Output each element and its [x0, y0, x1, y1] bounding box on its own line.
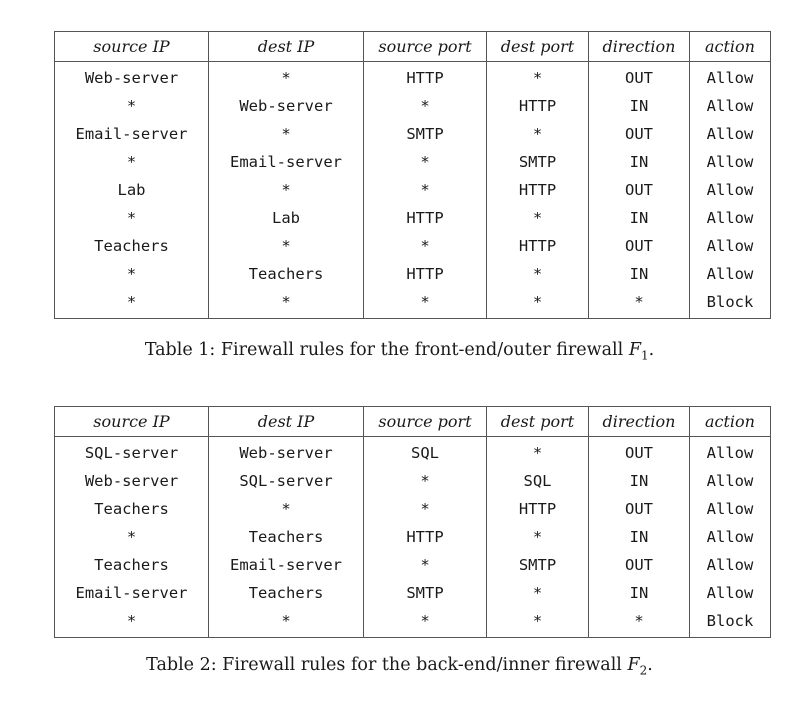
table-caption-1: [0, 340, 799, 363]
firewall-table-outer: [54, 31, 771, 319]
header-dest-port: dest port: [487, 407, 589, 437]
header-source-ip: source IP: [55, 407, 209, 437]
caption-text: Table 1: Firewall rules for the front-end/outer firewall: [144, 340, 629, 360]
dest-port-cell: SMTP: [487, 148, 589, 176]
rule-row: [55, 607, 771, 638]
rule-row: [55, 551, 771, 579]
source-port-cell: *: [364, 92, 487, 120]
caption-subscript: 2: [639, 663, 648, 678]
dest-ip-cell: Teachers: [209, 523, 364, 551]
header-action: action: [690, 32, 771, 62]
action-cell: Allow: [690, 551, 771, 579]
caption-subscript: 1: [640, 348, 649, 363]
dest-port-cell: *: [487, 120, 589, 148]
rule-row: [55, 62, 771, 93]
source-port-cell: SMTP: [364, 120, 487, 148]
dest-ip-cell: Lab: [209, 204, 364, 232]
dest-ip-cell: *: [209, 288, 364, 319]
table-body: [55, 62, 771, 319]
source-ip-cell: Teachers: [55, 495, 209, 523]
action-cell: Allow: [690, 204, 771, 232]
dest-port-cell: HTTP: [487, 232, 589, 260]
direction-cell: *: [589, 288, 690, 319]
dest-port-cell: SMTP: [487, 551, 589, 579]
caption-end: .: [648, 340, 655, 360]
table-header: [55, 407, 771, 437]
header-direction: direction: [589, 407, 690, 437]
source-ip-cell: Lab: [55, 176, 209, 204]
dest-port-cell: *: [487, 607, 589, 638]
source-ip-cell: *: [55, 92, 209, 120]
source-port-cell: SQL: [364, 437, 487, 468]
header-source-port: source port: [364, 407, 487, 437]
rule-row: [55, 120, 771, 148]
action-cell: Allow: [690, 495, 771, 523]
dest-ip-cell: *: [209, 62, 364, 93]
source-ip-cell: *: [55, 260, 209, 288]
source-port-cell: *: [364, 467, 487, 495]
action-cell: Allow: [690, 467, 771, 495]
rule-row: [55, 204, 771, 232]
dest-ip-cell: Teachers: [209, 260, 364, 288]
header-action: action: [690, 407, 771, 437]
direction-cell: IN: [589, 523, 690, 551]
source-ip-cell: *: [55, 204, 209, 232]
action-cell: Block: [690, 288, 771, 319]
dest-port-cell: *: [487, 288, 589, 319]
source-port-cell: *: [364, 495, 487, 523]
source-port-cell: *: [364, 551, 487, 579]
source-ip-cell: *: [55, 607, 209, 638]
firewall-table-inner: [54, 406, 771, 638]
source-ip-cell: Email-server: [55, 120, 209, 148]
dest-ip-cell: *: [209, 176, 364, 204]
caption-variable: F: [628, 340, 641, 360]
action-cell: Allow: [690, 579, 771, 607]
rule-row: [55, 579, 771, 607]
header-row: [55, 32, 771, 62]
source-ip-cell: *: [55, 288, 209, 319]
rule-row: [55, 260, 771, 288]
rule-row: [55, 523, 771, 551]
action-cell: Allow: [690, 232, 771, 260]
direction-cell: OUT: [589, 232, 690, 260]
direction-cell: *: [589, 607, 690, 638]
dest-port-cell: HTTP: [487, 92, 589, 120]
header-dest-port: dest port: [487, 32, 589, 62]
table-header: [55, 32, 771, 62]
dest-ip-cell: *: [209, 232, 364, 260]
direction-cell: IN: [589, 204, 690, 232]
action-cell: Allow: [690, 176, 771, 204]
dest-port-cell: *: [487, 260, 589, 288]
source-ip-cell: Email-server: [55, 579, 209, 607]
rule-row: [55, 232, 771, 260]
direction-cell: OUT: [589, 176, 690, 204]
source-ip-cell: *: [55, 148, 209, 176]
header-source-ip: source IP: [55, 32, 209, 62]
header-direction: direction: [589, 32, 690, 62]
source-ip-cell: Web-server: [55, 467, 209, 495]
dest-ip-cell: *: [209, 607, 364, 638]
source-ip-cell: Web-server: [55, 62, 209, 93]
source-port-cell: *: [364, 148, 487, 176]
action-cell: Allow: [690, 437, 771, 468]
dest-port-cell: *: [487, 204, 589, 232]
direction-cell: IN: [589, 148, 690, 176]
caption-text: Table 2: Firewall rules for the back-end/inner firewall: [146, 655, 628, 675]
dest-ip-cell: SQL-server: [209, 467, 364, 495]
direction-cell: OUT: [589, 495, 690, 523]
direction-cell: OUT: [589, 62, 690, 93]
action-cell: Allow: [690, 92, 771, 120]
action-cell: Allow: [690, 260, 771, 288]
header-dest-ip: dest IP: [209, 32, 364, 62]
source-port-cell: *: [364, 607, 487, 638]
direction-cell: IN: [589, 579, 690, 607]
source-port-cell: HTTP: [364, 204, 487, 232]
source-port-cell: HTTP: [364, 62, 487, 93]
direction-cell: IN: [589, 260, 690, 288]
action-cell: Allow: [690, 523, 771, 551]
dest-ip-cell: *: [209, 495, 364, 523]
table-body: [55, 437, 771, 638]
direction-cell: OUT: [589, 120, 690, 148]
dest-port-cell: *: [487, 523, 589, 551]
action-cell: Allow: [690, 62, 771, 93]
source-ip-cell: Teachers: [55, 232, 209, 260]
source-port-cell: SMTP: [364, 579, 487, 607]
dest-port-cell: SQL: [487, 467, 589, 495]
dest-ip-cell: Email-server: [209, 148, 364, 176]
action-cell: Allow: [690, 148, 771, 176]
rule-row: [55, 92, 771, 120]
header-dest-ip: dest IP: [209, 407, 364, 437]
source-port-cell: HTTP: [364, 260, 487, 288]
action-cell: Allow: [690, 120, 771, 148]
rule-row: [55, 148, 771, 176]
rule-row: [55, 495, 771, 523]
dest-port-cell: HTTP: [487, 176, 589, 204]
source-port-cell: *: [364, 232, 487, 260]
dest-ip-cell: *: [209, 120, 364, 148]
caption-end: .: [647, 655, 653, 675]
caption-variable: F: [627, 655, 640, 675]
header-source-port: source port: [364, 32, 487, 62]
dest-port-cell: *: [487, 62, 589, 93]
action-cell: Block: [690, 607, 771, 638]
header-row: [55, 407, 771, 437]
rule-row: [55, 176, 771, 204]
direction-cell: IN: [589, 92, 690, 120]
rule-row: [55, 437, 771, 468]
rule-row: [55, 288, 771, 319]
dest-ip-cell: Web-server: [209, 92, 364, 120]
dest-ip-cell: Email-server: [209, 551, 364, 579]
direction-cell: OUT: [589, 437, 690, 468]
dest-port-cell: *: [487, 437, 589, 468]
dest-port-cell: *: [487, 579, 589, 607]
source-ip-cell: *: [55, 523, 209, 551]
rule-row: [55, 467, 771, 495]
direction-cell: OUT: [589, 551, 690, 579]
source-port-cell: HTTP: [364, 523, 487, 551]
direction-cell: IN: [589, 467, 690, 495]
source-ip-cell: Teachers: [55, 551, 209, 579]
dest-ip-cell: Teachers: [209, 579, 364, 607]
dest-port-cell: HTTP: [487, 495, 589, 523]
table-caption-2: [0, 655, 799, 678]
dest-ip-cell: Web-server: [209, 437, 364, 468]
source-port-cell: *: [364, 288, 487, 319]
source-port-cell: *: [364, 176, 487, 204]
source-ip-cell: SQL-server: [55, 437, 209, 468]
